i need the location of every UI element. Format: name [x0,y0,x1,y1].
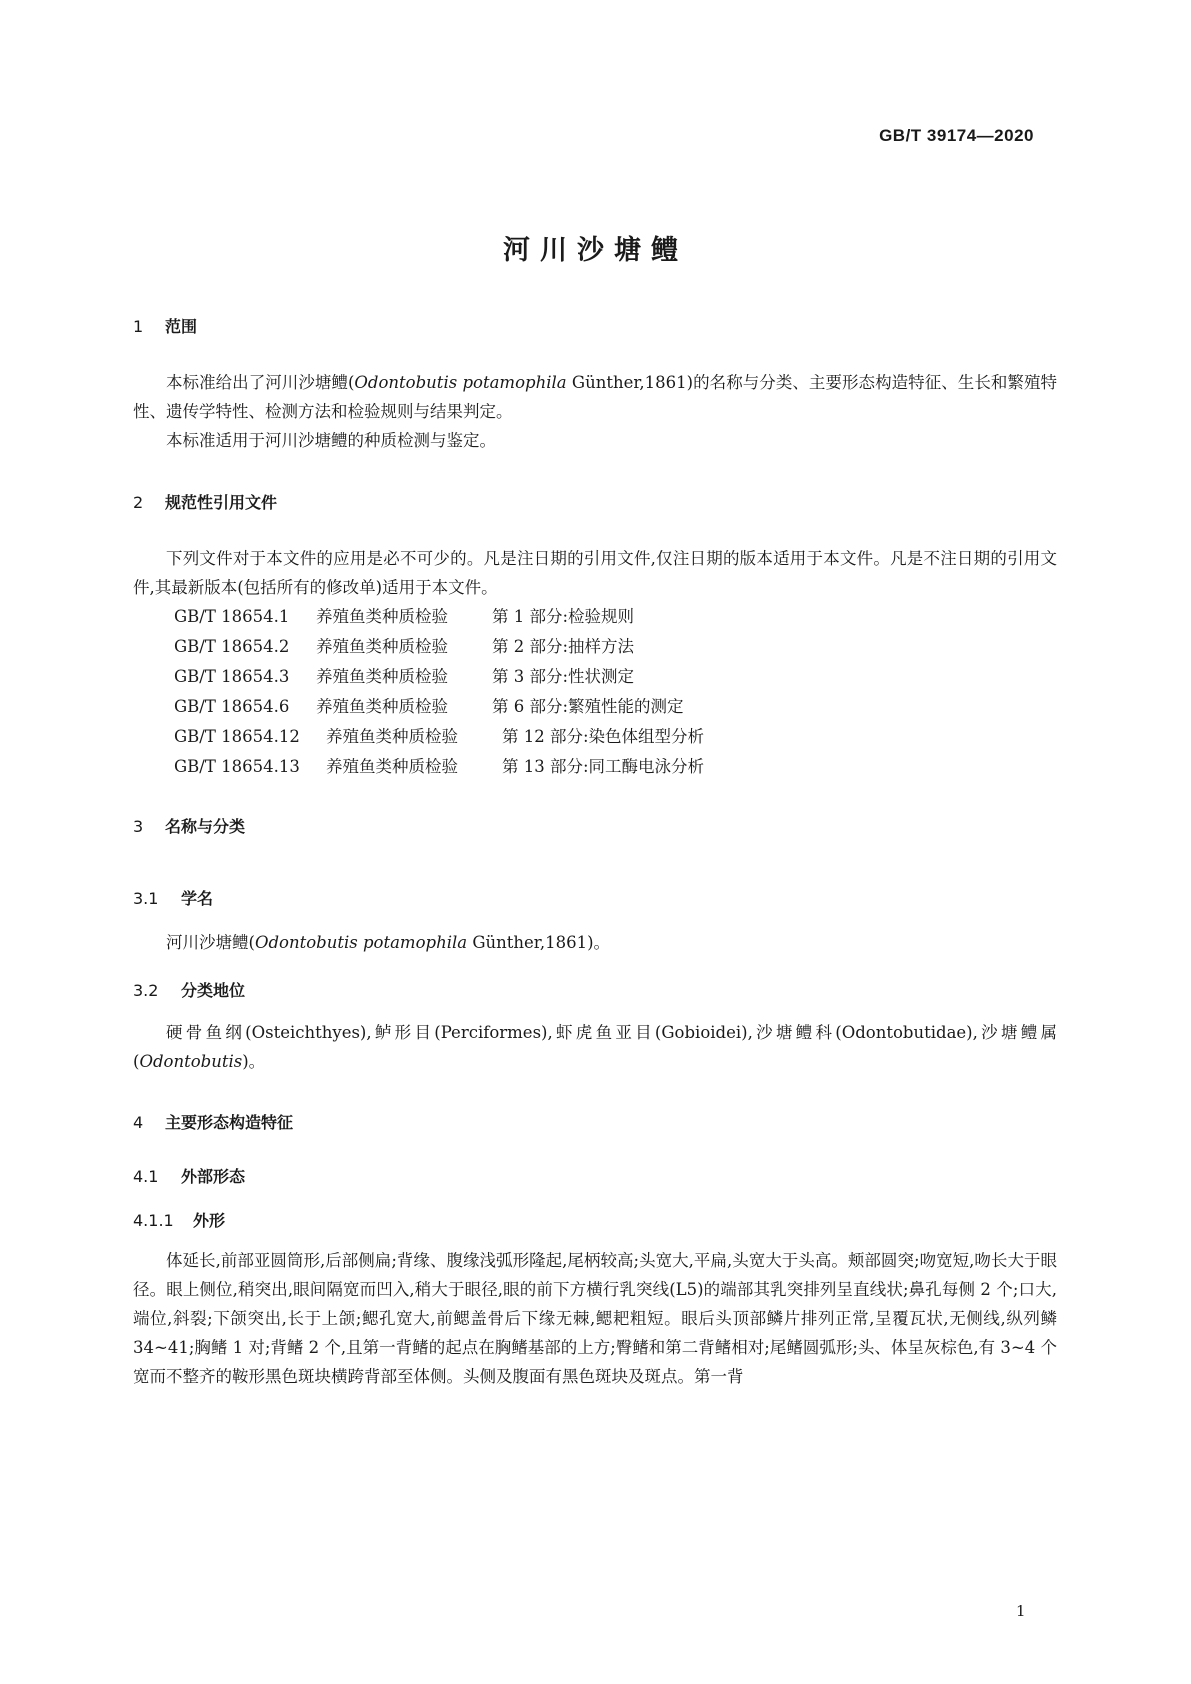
paragraph: 本标准给出了河川沙塘鳢(Odontobutis potamophila Günther,1861)的名称与分类、主要形态构造特征、生长和繁殖特性、遗传学特性、检测方法和检验规则与结果判定。 [133,373,1058,421]
reference-title: 养殖鱼类种质检验 [326,727,458,746]
section-title: 范围 [165,317,198,336]
reference-title: 养殖鱼类种质检验 [316,697,448,716]
section-2-heading [133,490,277,513]
section-4-1-heading [133,1164,245,1187]
section-title: 主要形态构造特征 [165,1113,294,1132]
section-3-1-body [133,928,1057,957]
species-name: Odontobutis potamophila [254,933,468,952]
reference-item [174,632,704,662]
reference-part: 第 1 部分:检验规则 [492,607,635,626]
reference-part: 第 13 部分:同工酶电泳分析 [502,757,705,776]
reference-title: 养殖鱼类种质检验 [316,607,448,626]
section-3-heading [133,814,245,837]
reference-code: GB/T 18654.1 [174,607,290,626]
reference-part: 第 12 部分:染色体组型分析 [502,727,705,746]
reference-part: 第 6 部分:繁殖性能的测定 [492,697,684,716]
paragraph: 本标准适用于河川沙塘鳢的种质检测与鉴定。 [166,431,496,450]
reference-item [174,602,704,632]
section-number: 2 [133,493,144,512]
section-number: 4.1.1 [133,1211,174,1230]
section-number: 1 [133,317,144,336]
species-name: Odontobutis potamophila [354,373,567,392]
section-title: 分类地位 [181,981,246,1000]
paragraph: 下列文件对于本文件的应用是必不可少的。凡是注日期的引用文件,仅注日期的版本适用于本文件。凡是不注日期的引用文件,其最新版本(包括所有的修改单)适用于本文件。 [133,549,1057,597]
reference-item [174,692,704,722]
page-number: 1 [1016,1602,1026,1620]
section-title: 学名 [181,889,214,908]
section-3-2-body [133,1018,1057,1076]
section-title: 外部形态 [181,1167,246,1186]
section-number: 4.1 [133,1167,159,1186]
section-4-1-1-body [133,1246,1057,1391]
section-number: 3.2 [133,981,159,1000]
reference-code: GB/T 18654.6 [174,697,290,716]
section-2-intro [133,544,1057,602]
section-3-1-heading [133,886,213,909]
reference-code: GB/T 18654.13 [174,757,300,776]
reference-code: GB/T 18654.2 [174,637,290,656]
reference-title: 养殖鱼类种质检验 [316,667,448,686]
standard-code: GB/T 39174—2020 [879,126,1034,145]
reference-title: 养殖鱼类种质检验 [316,637,448,656]
paragraph: 体延长,前部亚圆筒形,后部侧扁;背缘、腹缘浅弧形隆起,尾柄较高;头宽大,平扁,头宽大于头高。颊部圆突;吻宽短,吻长大于眼径。眼上侧位,稍突出,眼间隔宽而凹入,稍大于眼径,眼的前下方横行乳突线(L5)的端部其乳突排列呈直线状;鼻孔每侧 2 个;口大,端位,斜裂;下颌突出,长于上颌;鳃孔宽大,前鳃盖骨后下缘无棘,鳃耙粗短。眼后头顶部鳞片排列正常,呈覆瓦状,无侧线,纵列鳞 34~41;胸鳍 1 对;背鳍 2 个,且第一背鳍的起点在胸鳍基部的上方;臀鳍和第二背鳍相对;尾鳍圆弧形;头、体呈灰棕色,有 3~4 个宽而不整齐的鞍形黑色斑块横跨背部至体侧。头侧及腹面有黑色斑块及斑点。第一背 [133,1251,1057,1386]
paragraph: 河川沙塘鳢(Odontobutis potamophila Günther,1861)。 [166,933,611,952]
reference-item [174,752,704,782]
section-number: 3 [133,817,144,836]
section-4-heading [133,1110,293,1133]
reference-part: 第 2 部分:抽样方法 [492,637,635,656]
section-number: 3.1 [133,889,159,908]
genus-name: Odontobutis [139,1052,243,1071]
section-4-1-1-heading [133,1208,225,1231]
section-title: 名称与分类 [165,817,246,836]
section-3-2-heading [133,978,245,1001]
document-title: 河川沙塘鳢 [503,235,688,266]
paragraph: 硬骨鱼纲(Osteichthyes),鲈形目(Perciformes),虾虎鱼亚目(Gobioidei),沙塘鳢科(Odontobutidae),沙塘鳢属(Odontobutis)。 [133,1023,1057,1071]
section-title: 外形 [193,1211,226,1230]
reference-code: GB/T 18654.3 [174,667,290,686]
reference-list [174,602,704,782]
section-title: 规范性引用文件 [165,493,278,512]
section-1-body [133,368,1057,455]
reference-part: 第 3 部分:性状测定 [492,667,635,686]
reference-item [174,662,704,692]
reference-code: GB/T 18654.12 [174,727,300,746]
section-number: 4 [133,1113,144,1132]
reference-item [174,722,704,752]
section-1-heading [133,314,197,337]
reference-title: 养殖鱼类种质检验 [326,757,458,776]
